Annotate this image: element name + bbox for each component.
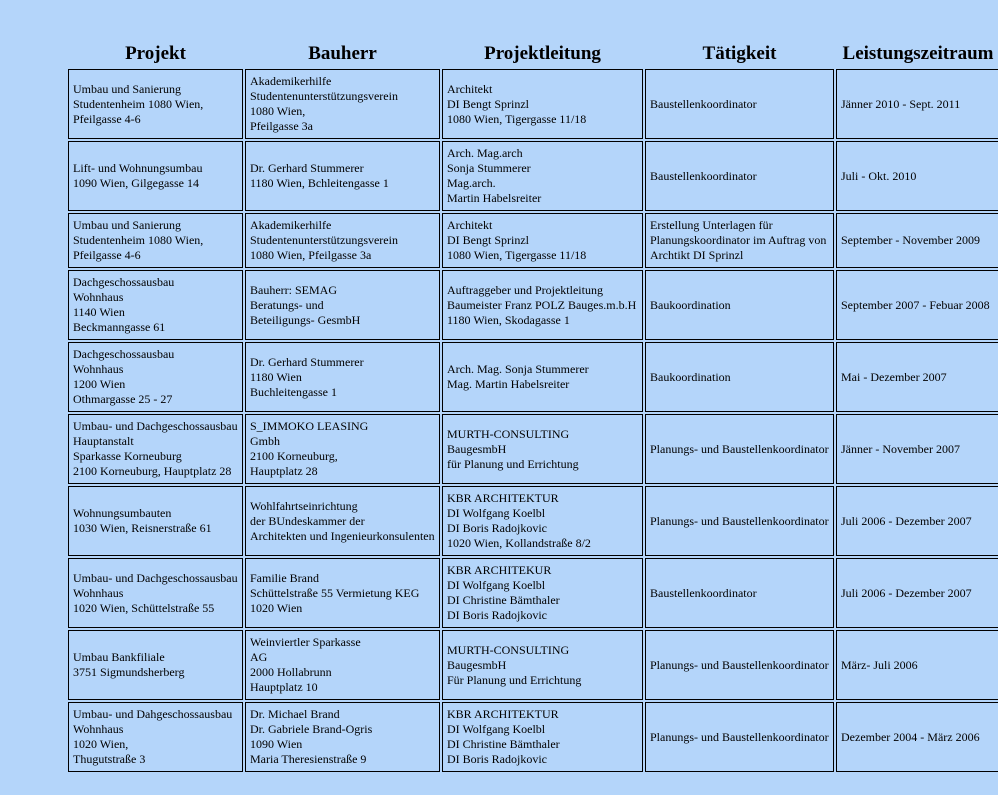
cell-text-line: März- Juli 2006: [841, 657, 918, 672]
cell-text-line: DI Wolfgang Koelbl: [447, 506, 546, 520]
cell-leistungszeitraum: [836, 141, 998, 211]
table-row: [68, 558, 998, 628]
cell-text-line: Planungs- und Baustellenkoordinator: [650, 729, 829, 744]
cell-text-line: 2100 Korneuburg, Hauptplatz 28: [73, 464, 232, 478]
table-row: [68, 69, 998, 139]
cell-text-line: Architekten und Ingenieurkonsulenten: [250, 528, 435, 543]
cell-leistungszeitraum: [836, 558, 998, 628]
cell-text-line: Arch. Mag.arch: [447, 146, 523, 160]
cell-text-line: 1090 Wien: [250, 737, 303, 751]
table-body: [68, 69, 998, 772]
cell-projektleitung: [442, 213, 643, 268]
cell-text-line: Architekt: [447, 218, 493, 232]
table-row: [68, 414, 998, 484]
cell-text-line: Hauptanstalt: [73, 434, 134, 448]
cell-text-line: Umbau und Sanierung: [73, 218, 181, 232]
cell-text-line: 1080 Wien, Tigergasse 11/18: [447, 111, 587, 126]
cell-text-line: Planungskoordinator im Auftrag von: [650, 233, 827, 247]
cell-projekt: [68, 414, 243, 484]
cell-text-line: Beratungs- und: [250, 297, 324, 312]
cell-text-line: Mai - Dezember 2007: [841, 369, 947, 384]
table-row: [68, 141, 998, 211]
cell-text-line: BaugesmbH: [447, 657, 507, 672]
cell-text-line: Wohnhaus: [73, 290, 124, 304]
cell-taetigkeit: [645, 270, 834, 340]
cell-text-line: Dachgeschossausbau: [73, 275, 175, 289]
cell-taetigkeit: [645, 558, 834, 628]
table-header-row: [68, 41, 998, 67]
cell-leistungszeitraum: [836, 414, 998, 484]
cell-text-line: Hauptplatz 10: [250, 680, 318, 694]
cell-taetigkeit: [645, 141, 834, 211]
header-taetigkeit: Tätigkeit: [702, 43, 777, 64]
table-row: [68, 213, 998, 268]
cell-text-line: Umbau- und Dahgeschossausbau: [73, 707, 233, 721]
table-row: [68, 342, 998, 412]
cell-text-line: 1200 Wien: [73, 377, 126, 391]
cell-text-line: Studentenunterstützungsverein: [250, 89, 398, 103]
cell-text-line: DI Christine Bämthaler: [447, 737, 560, 751]
cell-text-line: Beckmanngasse 61: [73, 320, 166, 334]
cell-projekt: [68, 342, 243, 412]
cell-text-line: Baustellenkoordinator: [650, 168, 757, 183]
cell-text-line: Dr. Michael Brand: [250, 707, 340, 721]
projects-table: [66, 39, 998, 774]
cell-taetigkeit: [645, 69, 834, 139]
cell-projektleitung: [442, 558, 643, 628]
cell-bauherr: [245, 486, 440, 556]
cell-text-line: Mag. Martin Habelsreiter: [447, 377, 570, 391]
cell-projektleitung: [442, 342, 643, 412]
cell-text-line: Juli - Okt. 2010: [841, 168, 917, 183]
cell-text-line: Umbau Bankfiliale: [73, 650, 165, 664]
cell-text-line: BaugesmbH: [447, 441, 507, 456]
cell-projekt: [68, 486, 243, 556]
cell-text-line: Architekt: [447, 81, 493, 96]
cell-text-line: 1030 Wien, Reisnerstraße 61: [73, 521, 212, 535]
cell-text-line: Baukoordination: [650, 369, 731, 384]
cell-text-line: 1140 Wien: [73, 305, 125, 319]
cell-text-line: MURTH-CONSULTING: [447, 426, 570, 441]
cell-projekt: [68, 630, 243, 700]
cell-text-line: AG: [250, 650, 268, 664]
cell-text-line: Planungs- und Baustellenkoordinator: [650, 441, 829, 456]
cell-text-line: KBR ARCHITEKTUR: [447, 707, 559, 721]
cell-text-line: 1080 Wien, Pfeilgasse 3a: [250, 248, 372, 262]
cell-leistungszeitraum: [836, 213, 998, 268]
cell-text-line: Lift- und Wohnungsumbau: [73, 161, 203, 175]
cell-text-line: Pfeilgasse 3a: [250, 119, 313, 133]
cell-text-line: 1180 Wien, Bchleitengasse 1: [250, 176, 389, 190]
cell-text-line: Pfeilgasse 4-6: [73, 248, 141, 262]
cell-text-line: KBR ARCHITEKUR: [447, 563, 552, 577]
header-bauherr: Bauherr: [308, 43, 377, 64]
cell-bauherr: [245, 270, 440, 340]
cell-projekt: [68, 270, 243, 340]
cell-projektleitung: [442, 414, 643, 484]
cell-text-line: 1020 Wien: [250, 600, 303, 615]
cell-taetigkeit: [645, 342, 834, 412]
cell-text-line: DI Boris Radojkovic: [447, 752, 547, 766]
cell-projekt: [68, 702, 243, 772]
cell-bauherr: [245, 69, 440, 139]
cell-text-line: Auftraggeber und Projektleitung: [447, 282, 603, 297]
cell-text-line: Wohnungsumbauten: [73, 506, 172, 520]
cell-text-line: Planungs- und Baustellenkoordinator: [650, 513, 829, 528]
cell-text-line: Hauptplatz 28: [250, 464, 318, 478]
cell-text-line: Schüttelstraße 55 Vermietung KEG: [250, 585, 420, 600]
cell-projektleitung: [442, 141, 643, 211]
cell-bauherr: [245, 414, 440, 484]
table-row: [68, 702, 998, 772]
cell-text-line: Akademikerhilfe: [250, 218, 332, 232]
cell-text-line: Thugutstraße 3: [73, 752, 146, 766]
cell-text-line: Dr. Gerhard Stummerer: [250, 161, 364, 175]
cell-text-line: Wohlfahrtseinrichtung: [250, 498, 358, 513]
cell-projektleitung: [442, 486, 643, 556]
cell-leistungszeitraum: [836, 69, 998, 139]
header-leistungszeitraum: Leistungszeitraum: [842, 43, 994, 64]
cell-text-line: DI Christine Bämthaler: [447, 593, 560, 607]
cell-bauherr: [245, 630, 440, 700]
cell-text-line: September 2007 - Febuar 2008: [841, 297, 990, 312]
cell-text-line: 1180 Wien: [250, 369, 302, 384]
cell-text-line: Akademikerhilfe: [250, 74, 332, 88]
cell-text-line: Sonja Stummerer: [447, 161, 531, 175]
cell-text-line: Mag.arch.: [447, 176, 496, 190]
cell-projektleitung: [442, 270, 643, 340]
cell-taetigkeit: [645, 213, 834, 268]
cell-text-line: 2000 Hollabrunn: [250, 665, 332, 679]
cell-text-line: Baumeister Franz POLZ Bauges.m.b.H: [447, 297, 637, 312]
cell-projektleitung: [442, 69, 643, 139]
table-row: [68, 630, 998, 700]
cell-text-line: Jänner - November 2007: [841, 441, 960, 456]
cell-text-line: Dr. Gabriele Brand-Ogris: [250, 722, 373, 736]
cell-taetigkeit: [645, 630, 834, 700]
cell-leistungszeitraum: [836, 486, 998, 556]
cell-text-line: Umbau- und Dachgeschossausbau: [73, 419, 238, 433]
cell-projektleitung: [442, 630, 643, 700]
cell-text-line: DI Boris Radojkovic: [447, 521, 547, 535]
cell-text-line: Wohnhaus: [73, 362, 124, 376]
cell-leistungszeitraum: [836, 630, 998, 700]
cell-text-line: Archtikt DI Sprinzl: [650, 248, 744, 262]
cell-text-line: Baustellenkoordinator: [650, 96, 757, 111]
cell-text-line: DI Wolfgang Koelbl: [447, 578, 546, 592]
cell-text-line: Wohnhaus: [73, 722, 124, 736]
cell-text-line: DI Bengt Sprinzl: [447, 233, 529, 247]
cell-projekt: [68, 213, 243, 268]
cell-text-line: Dezember 2004 - März 2006: [841, 729, 980, 744]
cell-text-line: der BUndeskammer der: [250, 513, 365, 528]
cell-text-line: Baustellenkoordinator: [650, 585, 757, 600]
cell-taetigkeit: [645, 702, 834, 772]
cell-bauherr: [245, 141, 440, 211]
table-row: [68, 270, 998, 340]
cell-taetigkeit: [645, 486, 834, 556]
cell-text-line: Weinviertler Sparkasse: [250, 635, 361, 649]
cell-text-line: Martin Habelsreiter: [447, 191, 542, 205]
cell-text-line: Studentenheim 1080 Wien,: [73, 233, 204, 247]
header-projektleitung: Projektleitung: [484, 43, 601, 64]
cell-leistungszeitraum: [836, 342, 998, 412]
cell-projektleitung: [442, 702, 643, 772]
cell-text-line: Gmbh: [250, 434, 280, 448]
cell-text-line: Studentenheim 1080 Wien,: [73, 96, 204, 111]
cell-text-line: MURTH-CONSULTING: [447, 642, 570, 657]
cell-text-line: 1080 Wien, Tigergasse 11/18: [447, 248, 587, 262]
cell-text-line: Für Planung und Errichtung: [447, 672, 582, 687]
cell-text-line: 1180 Wien, Skodagasse 1: [447, 312, 570, 327]
cell-text-line: Erstellung Unterlagen für: [650, 218, 773, 232]
cell-text-line: Sparkasse Korneuburg: [73, 449, 182, 463]
cell-text-line: Familie Brand: [250, 570, 319, 585]
cell-bauherr: [245, 558, 440, 628]
cell-projekt: [68, 69, 243, 139]
cell-text-line: 2100 Korneuburg,: [250, 449, 338, 463]
cell-text-line: 3751 Sigmundsherberg: [73, 665, 185, 679]
cell-text-line: Dachgeschossausbau: [73, 347, 175, 361]
cell-text-line: Beteiligungs- GesmbH: [250, 312, 361, 327]
cell-bauherr: [245, 342, 440, 412]
cell-text-line: Umbau und Sanierung: [73, 81, 181, 96]
cell-text-line: DI Wolfgang Koelbl: [447, 722, 546, 736]
cell-text-line: Juli 2006 - Dezember 2007: [841, 585, 972, 600]
cell-projekt: [68, 141, 243, 211]
cell-text-line: Othmargasse 25 - 27: [73, 392, 173, 406]
cell-leistungszeitraum: [836, 702, 998, 772]
cell-text-line: KBR ARCHITEKTUR: [447, 491, 559, 505]
cell-leistungszeitraum: [836, 270, 998, 340]
cell-text-line: 1080 Wien,: [250, 104, 306, 118]
cell-taetigkeit: [645, 414, 834, 484]
cell-text-line: 1090 Wien, Gilgegasse 14: [73, 176, 199, 190]
cell-text-line: Baukoordination: [650, 297, 731, 312]
cell-bauherr: [245, 702, 440, 772]
cell-text-line: 1020 Wien, Kollandstraße 8/2: [447, 536, 591, 550]
cell-bauherr: [245, 213, 440, 268]
cell-text-line: für Planung und Errichtung: [447, 456, 579, 471]
cell-text-line: Planungs- und Baustellenkoordinator: [650, 657, 829, 672]
cell-projekt: [68, 558, 243, 628]
cell-text-line: September - November 2009: [841, 233, 980, 247]
cell-text-line: Buchleitengasse 1: [250, 384, 337, 399]
cell-text-line: DI Bengt Sprinzl: [447, 96, 529, 111]
cell-text-line: 1020 Wien,: [73, 737, 129, 751]
table-row: [68, 486, 998, 556]
cell-text-line: Wohnhaus: [73, 585, 124, 600]
cell-text-line: S_IMMOKO LEASING: [250, 419, 369, 433]
cell-text-line: Pfeilgasse 4-6: [73, 111, 141, 126]
header-projekt: Projekt: [125, 43, 186, 64]
cell-text-line: DI Boris Radojkovic: [447, 608, 547, 622]
cell-text-line: Bauherr: SEMAG: [250, 282, 337, 297]
cell-text-line: Arch. Mag. Sonja Stummerer: [447, 362, 589, 376]
cell-text-line: Umbau- und Dachgeschossausbau: [73, 570, 238, 585]
cell-text-line: Jänner 2010 - Sept. 2011: [841, 96, 961, 111]
cell-text-line: Studentenunterstützungsverein: [250, 233, 398, 247]
cell-text-line: 1020 Wien, Schüttelstraße 55: [73, 600, 215, 615]
cell-text-line: Maria Theresienstraße 9: [250, 752, 367, 766]
cell-text-line: Juli 2006 - Dezember 2007: [841, 513, 972, 528]
cell-text-line: Dr. Gerhard Stummerer: [250, 354, 364, 369]
